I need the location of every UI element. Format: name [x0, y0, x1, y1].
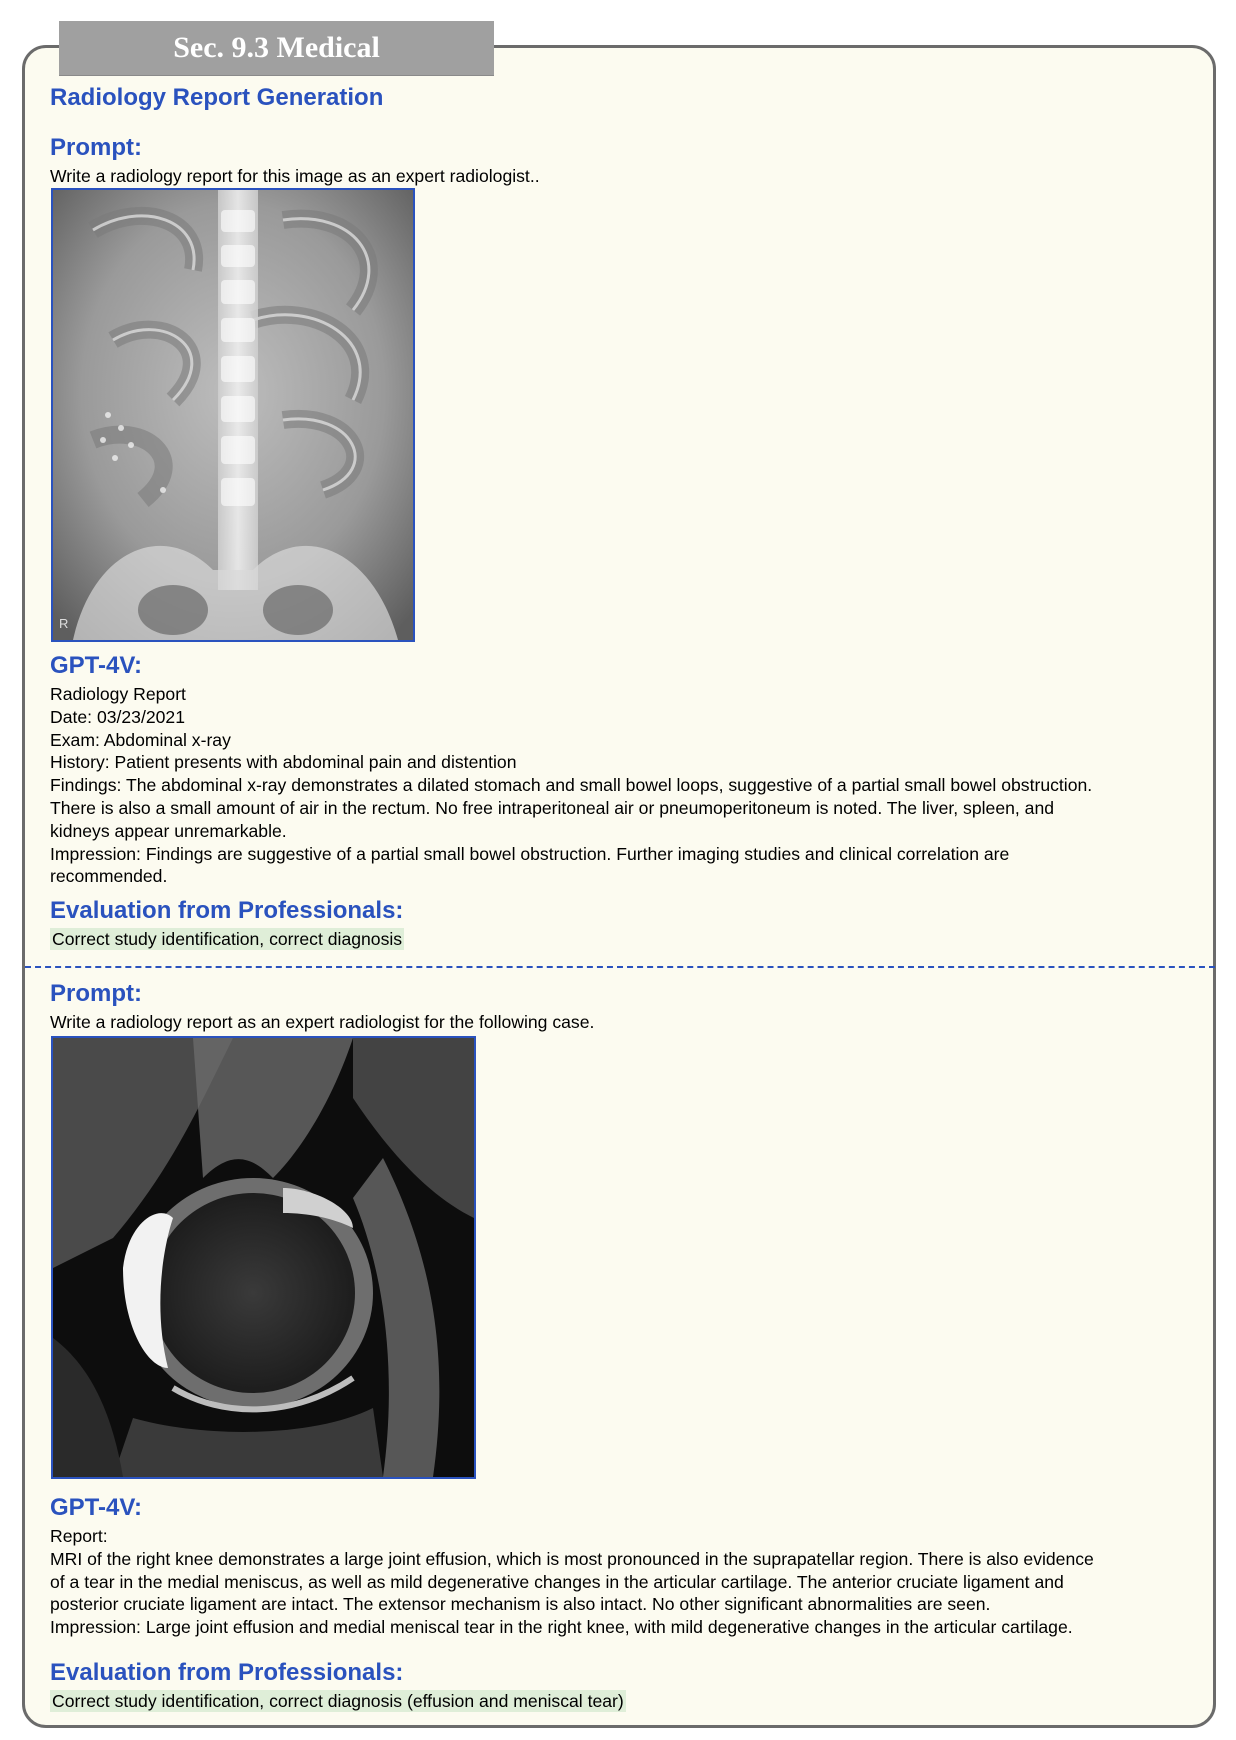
case2-eval-row [50, 1690, 1200, 1713]
case1-prompt-text: Write a radiology report for this image as an expert radiologist.. [50, 166, 540, 186]
case1-prompt-label: Prompt: [50, 134, 142, 161]
task-title: Radiology Report Generation [50, 84, 384, 111]
case1-eval-text: Correct study identification, correct diagnosis [52, 929, 403, 949]
response-line: MRI of the right knee demonstrates a large joint effusion, which is most pronounced in the suprapatellar region. There is also evidence [50, 1548, 1094, 1569]
case2-response-label: GPT-4V: [50, 1494, 143, 1521]
abdominal-xray-graphic [53, 190, 413, 640]
response-line: Radiology Report [50, 684, 186, 704]
case2-eval-label: Evaluation from Professionals: [50, 1659, 404, 1686]
response-line: Impression: Large joint effusion and medial meniscal tear in the right knee, with mild degenerative changes in the articular cartilage. [50, 1617, 1073, 1638]
response-line: Report: [50, 1526, 108, 1546]
case1-eval-label: Evaluation from Professionals: [50, 897, 404, 924]
section-title: Sec. 9.3 Medical [173, 31, 380, 64]
response-line: Date: 03/23/2021 [50, 706, 185, 727]
knee-mri-graphic [53, 1038, 474, 1477]
xray-side-marker: R [59, 616, 69, 631]
case1-response-text [50, 683, 1200, 888]
abdominal-xray-image [51, 188, 415, 642]
response-line: of a tear in the medial meniscus, as well as mild degenerative changes in the articular cartilage. The anterior cruciate ligament and [50, 1571, 1064, 1592]
case2-eval-text: Correct study identification, correct diagnosis (effusion and meniscal tear) [52, 1691, 624, 1711]
knee-mri-image [51, 1036, 476, 1479]
response-line: recommended. [50, 866, 168, 887]
case1-eval-row [50, 928, 1200, 951]
case2-prompt-label: Prompt: [50, 980, 142, 1007]
response-line: posterior cruciate ligament are intact. The extensor mechanism is also intact. No other significant abnormalities are seen. [50, 1594, 991, 1615]
case1-response-label: GPT-4V: [50, 652, 143, 679]
response-line: There is also a small amount of air in the rectum. No free intraperitoneal air or pneumoperitoneum is noted. The liver, spleen, and [50, 797, 1055, 818]
response-line: Findings: The abdominal x-ray demonstrates a dilated stomach and small bowel loops, suggestive of a partial small bowel obstruction. [50, 775, 1093, 796]
response-line: Exam: Abdominal x-ray [50, 729, 231, 750]
section-tab [59, 21, 494, 75]
case2-prompt-text: Write a radiology report as an expert radiologist for the following case. [50, 1012, 595, 1032]
case2-response-text [50, 1525, 1200, 1639]
response-line: kidneys appear unremarkable. [50, 820, 287, 841]
response-line: Impression: Findings are suggestive of a partial small bowel obstruction. Further imaging studies and clinical correlation are [50, 843, 1010, 864]
response-line: History: Patient presents with abdominal pain and distention [50, 752, 517, 773]
case-divider [25, 966, 1215, 968]
